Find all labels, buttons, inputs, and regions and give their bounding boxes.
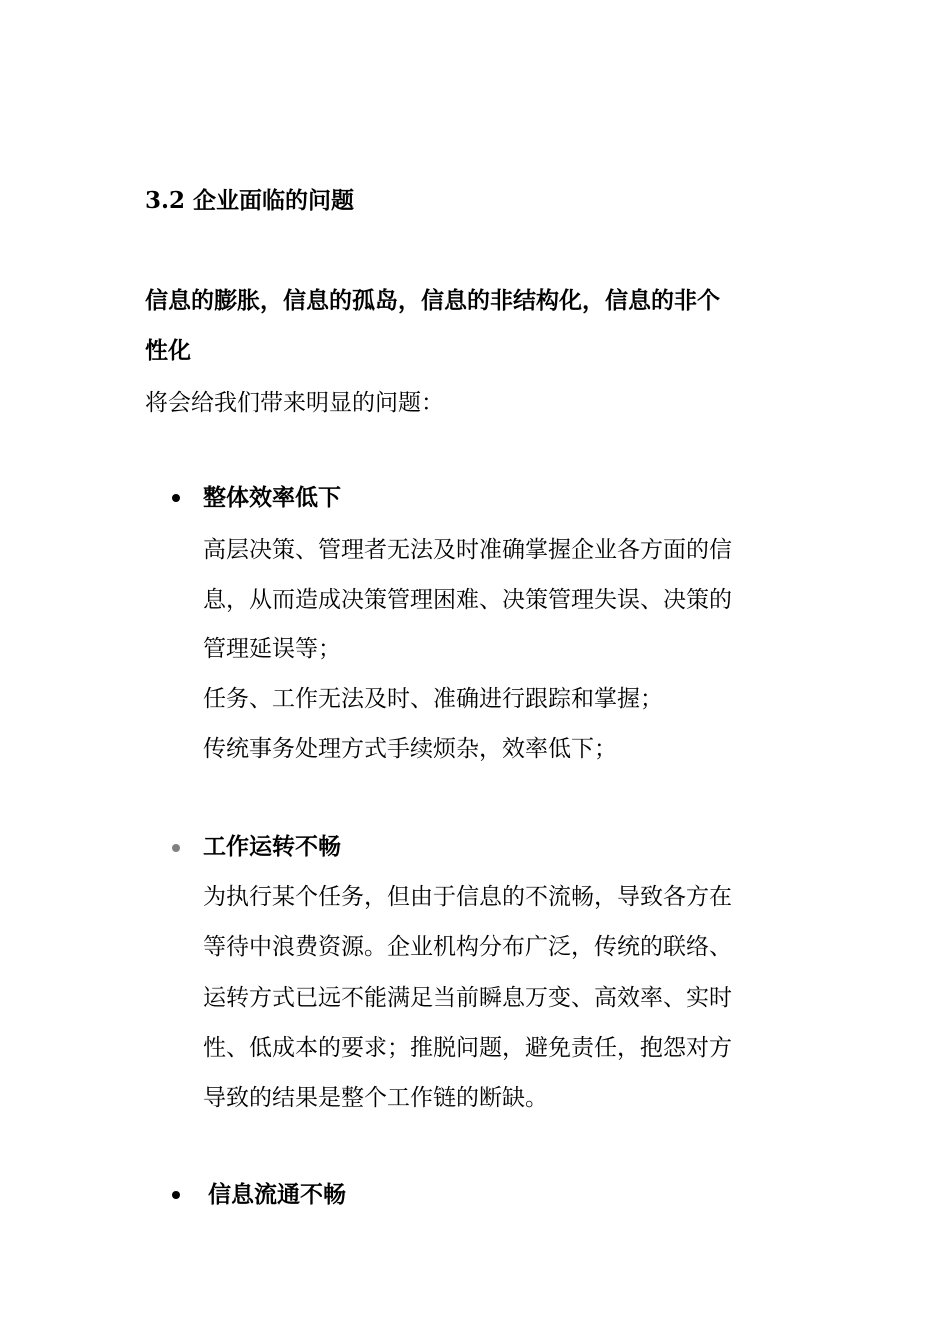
intro-normal-line: 将会给我们带来明显的问题： [145, 390, 444, 416]
bullet-2-title: 工作运转不畅 [203, 833, 341, 860]
bullet-2-line-5: 导致的结果是整个工作链的断缺。 [203, 1085, 548, 1111]
bullet-2-dot-icon [172, 844, 180, 852]
intro-bold-line-1: 信息的膨胀，信息的孤岛，信息的非结构化，信息的非个 [145, 287, 720, 314]
bullet-1-line-5: 传统事务处理方式手续烦杂，效率低下； [203, 736, 617, 762]
bullet-2-line-1: 为执行某个任务，但由于信息的不流畅，导致各方在 [203, 884, 732, 910]
bullet-3-title: 信息流通不畅 [208, 1181, 346, 1208]
bullet-2-line-2: 等待中浪费资源。企业机构分布广泛，传统的联络、 [203, 934, 732, 960]
bullet-1-title: 整体效率低下 [203, 484, 341, 511]
section-heading: 3.2 企业面临的问题 [145, 187, 355, 214]
bullet-1-line-4: 任务、工作无法及时、准确进行跟踪和掌握； [203, 686, 663, 712]
bullet-1-line-1: 高层决策、管理者无法及时准确掌握企业各方面的信 [203, 537, 732, 563]
bullet-1-dot-icon [172, 494, 180, 502]
intro-bold-line-2: 性化 [145, 337, 191, 364]
bullet-2-line-3: 运转方式已远不能满足当前瞬息万变、高效率、实时 [203, 985, 732, 1011]
bullet-3-dot-icon [172, 1191, 180, 1199]
bullet-1-line-2: 息，从而造成决策管理困难、决策管理失误、决策的 [203, 587, 732, 613]
bullet-1-line-3: 管理延误等； [203, 636, 341, 662]
bullet-2-line-4: 性、低成本的要求；推脱问题，避免责任，抱怨对方 [203, 1035, 732, 1061]
